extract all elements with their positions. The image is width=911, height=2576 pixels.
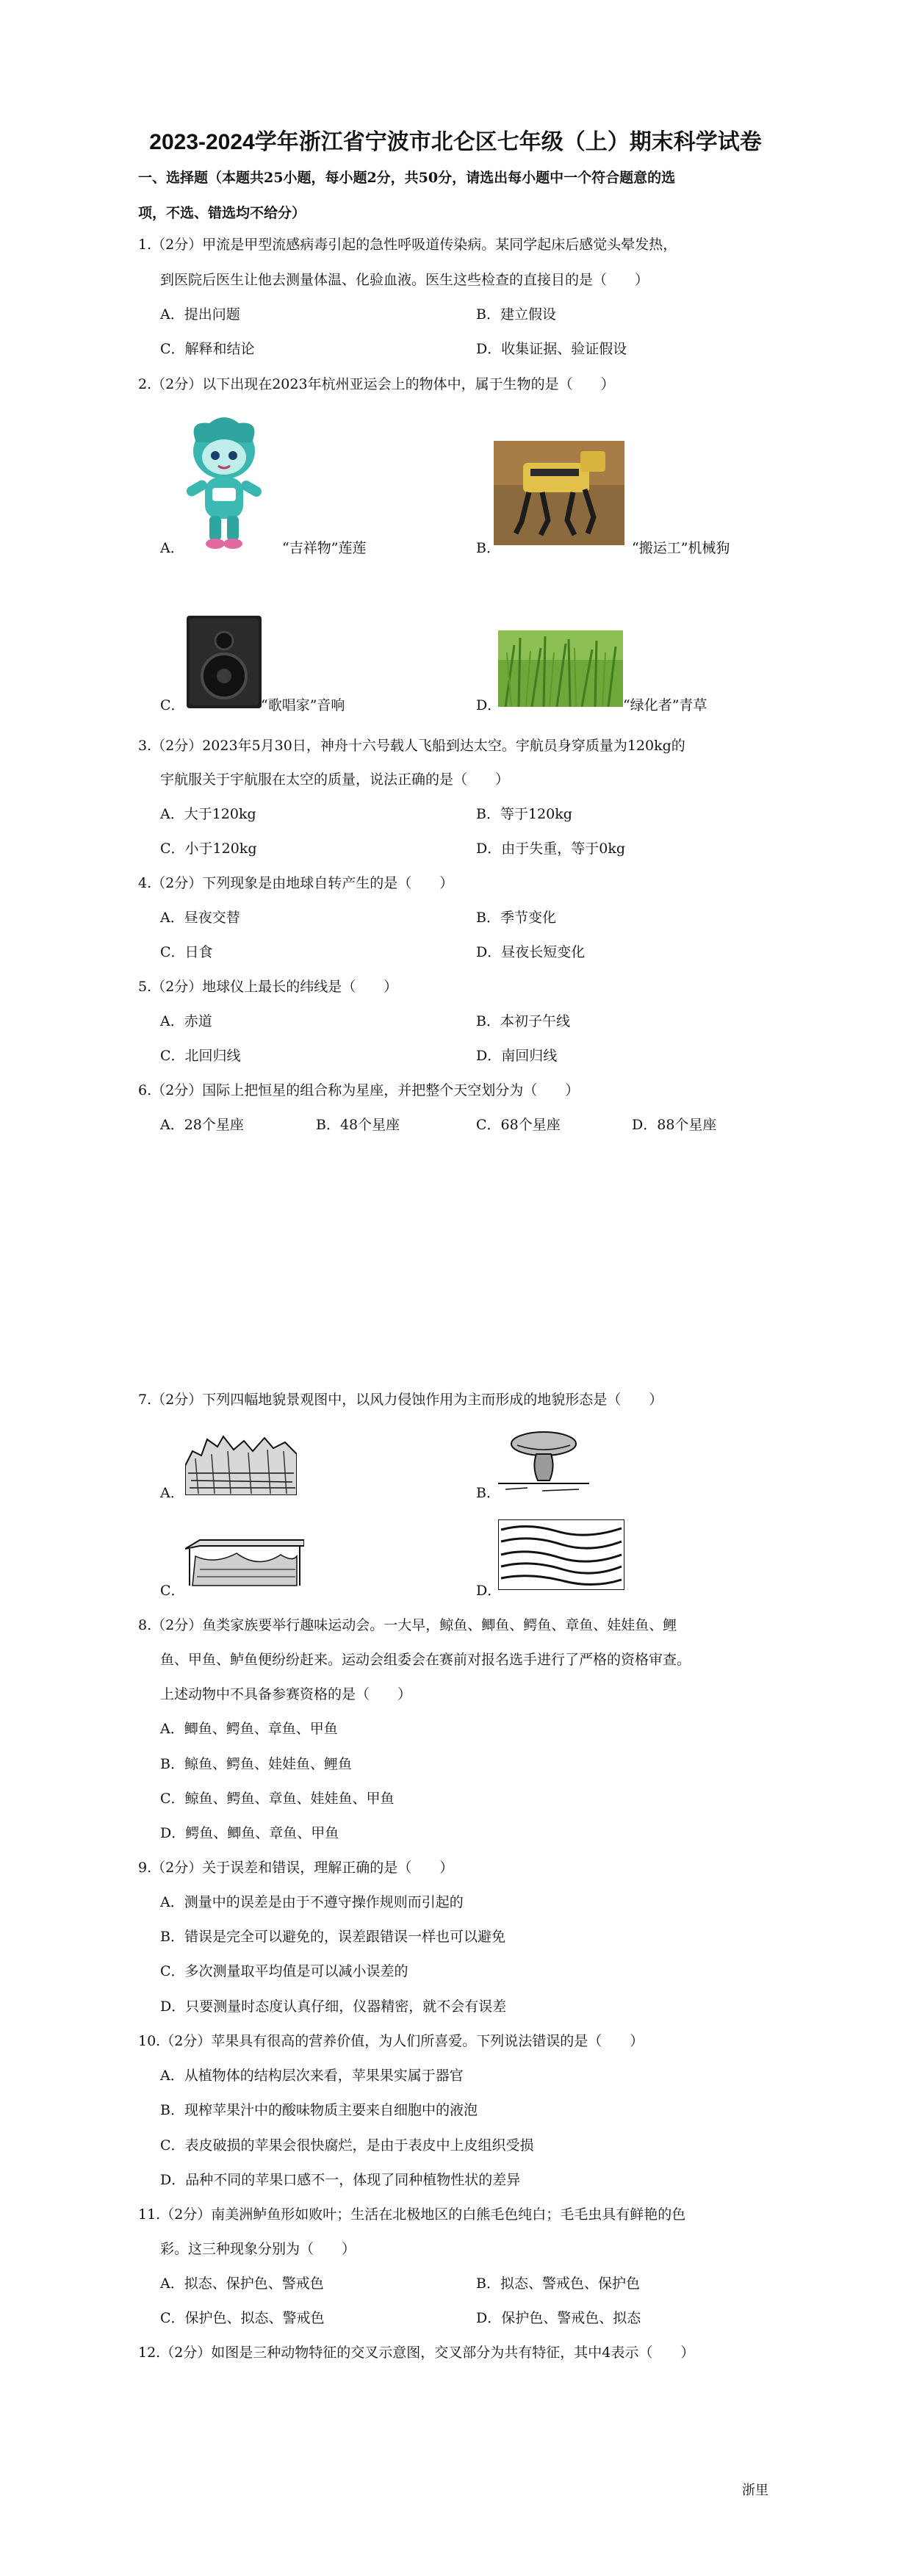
q9-option-a[interactable]: A．测量中的误差是由于不遵守操作规则而引起的 bbox=[160, 1894, 464, 1910]
mascot-lianlian-image bbox=[180, 413, 268, 553]
section-heading-line-1: 一、选择题（本题共25小题，每小题2分，共50分，请选出每小题中一个符合题意的选 bbox=[138, 170, 676, 186]
q11-stem-line-2: 彩。这三种现象分别为（ ） bbox=[160, 2241, 356, 2257]
q3-option-a[interactable]: A．大于120kg bbox=[160, 806, 256, 822]
section-heading-line-2: 项，不选、错选均不给分） bbox=[138, 205, 306, 221]
q8-option-a[interactable]: A．鲫鱼、鳄鱼、章鱼、甲鱼 bbox=[160, 1721, 338, 1737]
exam-title: 2023-2024学年浙江省宁波市北仑区七年级（上）期末科学试卷 bbox=[149, 130, 762, 154]
q12-stem: 12.（2分）如图是三种动物特征的交叉示意图，交叉部分为共有特征，其中4表示（ ） bbox=[138, 2345, 695, 2361]
robot-dog-image bbox=[494, 441, 624, 545]
q1-stem-line-1: 1.（2分）甲流是甲型流感病毒引起的急性呼吸道传染病。某同学起床后感觉头晕发热， bbox=[138, 237, 677, 253]
q2-option-a-text[interactable]: “吉祥物”莲莲 bbox=[282, 540, 367, 556]
landform-a-image bbox=[185, 1429, 297, 1495]
grass-image bbox=[498, 630, 623, 707]
q6-option-d[interactable]: D．88个星座 bbox=[632, 1117, 717, 1133]
q9-option-b[interactable]: B．错误是完全可以避免的，误差跟错误一样也可以避免 bbox=[160, 1929, 505, 1945]
landform-c-image bbox=[185, 1527, 304, 1593]
landform-b-mushroom-rock-image bbox=[498, 1429, 589, 1497]
q7-option-b[interactable]: B． bbox=[476, 1485, 500, 1501]
section-heading bbox=[138, 160, 799, 231]
q1-option-a[interactable]: A．提出问题 bbox=[160, 306, 240, 323]
q5-option-d[interactable]: D．南回归线 bbox=[476, 1048, 558, 1064]
q2-option-c-letter[interactable]: C． bbox=[160, 697, 185, 713]
q3-option-d[interactable]: D．由于失重，等于0kg bbox=[476, 841, 625, 857]
q3-option-c[interactable]: C．小于120kg bbox=[160, 841, 257, 857]
q8-stem-line-3: 上述动物中不具备参赛资格的是（ ） bbox=[160, 1686, 412, 1702]
q6-option-c[interactable]: C．68个星座 bbox=[476, 1117, 561, 1133]
q1-stem-line-2: 到医院后医生让他去测量体温、化验血液。医生这些检查的直接目的是（ ） bbox=[160, 272, 649, 288]
q11-option-d[interactable]: D．保护色、警戒色、拟态 bbox=[476, 2310, 641, 2326]
q1-option-d[interactable]: D．收集证据、验证假设 bbox=[476, 341, 627, 357]
q11-option-c[interactable]: C．保护色、拟态、警戒色 bbox=[160, 2310, 325, 2326]
q4-option-b[interactable]: B．季节变化 bbox=[476, 910, 556, 926]
q5-option-a[interactable]: A．赤道 bbox=[160, 1013, 212, 1029]
q9-option-c[interactable]: C．多次测量取平均值是可以减小误差的 bbox=[160, 1963, 408, 1979]
q8-option-c[interactable]: C．鲸鱼、鳄鱼、章鱼、娃娃鱼、甲鱼 bbox=[160, 1791, 395, 1807]
q9-option-d[interactable]: D．只要测量时态度认真仔细，仪器精密，就不会有误差 bbox=[160, 1998, 507, 2015]
q8-option-d[interactable]: D．鳄鱼、鲫鱼、章鱼、甲鱼 bbox=[160, 1825, 339, 1841]
q10-option-b[interactable]: B．现榨苹果汁中的酸味物质主要来自细胞中的液泡 bbox=[160, 2102, 478, 2118]
q4-stem: 4.（2分）下列现象是由地球自转产生的是（ ） bbox=[138, 875, 454, 891]
q6-option-a[interactable]: A．28个星座 bbox=[160, 1117, 244, 1133]
q2-option-c-text[interactable]: “歌唱家”音响 bbox=[261, 697, 345, 713]
q5-stem: 5.（2分）地球仪上最长的纬线是（ ） bbox=[138, 979, 398, 995]
q11-option-a[interactable]: A．拟态、保护色、警戒色 bbox=[160, 2275, 324, 2292]
q2-option-d-letter[interactable]: D． bbox=[476, 697, 502, 713]
q2-option-d-text[interactable]: “绿化者”青草 bbox=[623, 697, 707, 713]
q6-stem: 6.（2分）国际上把恒星的组合称为星座，并把整个天空划分为（ ） bbox=[138, 1082, 580, 1098]
q3-stem-line-1: 3.（2分）2023年5月30日，神舟十六号载人飞船到达太空。宇航员身穿质量为120kg的 bbox=[138, 738, 685, 754]
q10-option-d[interactable]: D．品种不同的苹果口感不一，体现了同种植物性状的差异 bbox=[160, 2172, 521, 2188]
q2-stem: 2.（2分）以下出现在2023年杭州亚运会上的物体中，属于生物的是（ ） bbox=[138, 376, 615, 392]
q8-stem-line-2: 鱼、甲鱼、鲈鱼便纷纷赶来。运动会组委会在赛前对报名选手进行了严格的资格审查。 bbox=[160, 1652, 691, 1668]
q2-option-a-letter[interactable]: A． bbox=[160, 540, 184, 556]
q7-stem: 7.（2分）下列四幅地貌景观图中，以风力侵蚀作用为主而形成的地貌形态是（ ） bbox=[138, 1392, 663, 1408]
q8-stem-line-1: 8.（2分）鱼类家族要举行趣味运动会。一大早，鲸鱼、鲫鱼、鳄鱼、章鱼、娃娃鱼、鲤 bbox=[138, 1617, 677, 1633]
q3-option-b[interactable]: B．等于120kg bbox=[476, 806, 572, 822]
q5-option-b[interactable]: B．本初子午线 bbox=[476, 1013, 570, 1029]
q1-option-b[interactable]: B．建立假设 bbox=[476, 306, 556, 323]
q2-option-b-letter[interactable]: B． bbox=[476, 540, 500, 556]
q7-option-a[interactable]: A． bbox=[160, 1485, 184, 1501]
q3-stem-line-2: 宇航服关于宇航服在太空的质量，说法正确的是（ ） bbox=[160, 771, 510, 788]
landform-d-image bbox=[498, 1519, 624, 1590]
q7-option-c[interactable]: C． bbox=[160, 1583, 185, 1599]
speaker-image bbox=[187, 616, 262, 708]
q2-option-b-text[interactable]: “搬运工”机械狗 bbox=[632, 540, 730, 556]
q9-stem: 9.（2分）关于误差和错误，理解正确的是（ ） bbox=[138, 1860, 454, 1876]
q5-option-c[interactable]: C．北回归线 bbox=[160, 1048, 241, 1064]
q10-option-a[interactable]: A．从植物体的结构层次来看，苹果果实属于器官 bbox=[160, 2068, 464, 2084]
q4-option-c[interactable]: C．日食 bbox=[160, 944, 213, 960]
q1-option-c[interactable]: C．解释和结论 bbox=[160, 341, 255, 357]
page-footer: 浙里 bbox=[742, 2483, 768, 2498]
q11-stem-line-1: 11.（2分）南美洲鲈鱼形如败叶；生活在北极地区的白熊毛色纯白；毛毛虫具有鲜艳的色 bbox=[138, 2206, 686, 2223]
q7-option-d[interactable]: D． bbox=[476, 1583, 502, 1599]
q4-option-a[interactable]: A．昼夜交替 bbox=[160, 910, 240, 926]
q4-option-d[interactable]: D．昼夜长短变化 bbox=[476, 944, 586, 960]
q10-option-c[interactable]: C．表皮破损的苹果会很快腐烂，是由于表皮中上皮组织受损 bbox=[160, 2137, 534, 2154]
q8-option-b[interactable]: B．鲸鱼、鳄鱼、娃娃鱼、鲤鱼 bbox=[160, 1756, 352, 1772]
q11-option-b[interactable]: B．拟态、警戒色、保护色 bbox=[476, 2275, 640, 2292]
q6-option-b[interactable]: B．48个星座 bbox=[316, 1117, 400, 1133]
q10-stem: 10.（2分）苹果具有很高的营养价值，为人们所喜爱。下列说法错误的是（ ） bbox=[138, 2033, 644, 2049]
